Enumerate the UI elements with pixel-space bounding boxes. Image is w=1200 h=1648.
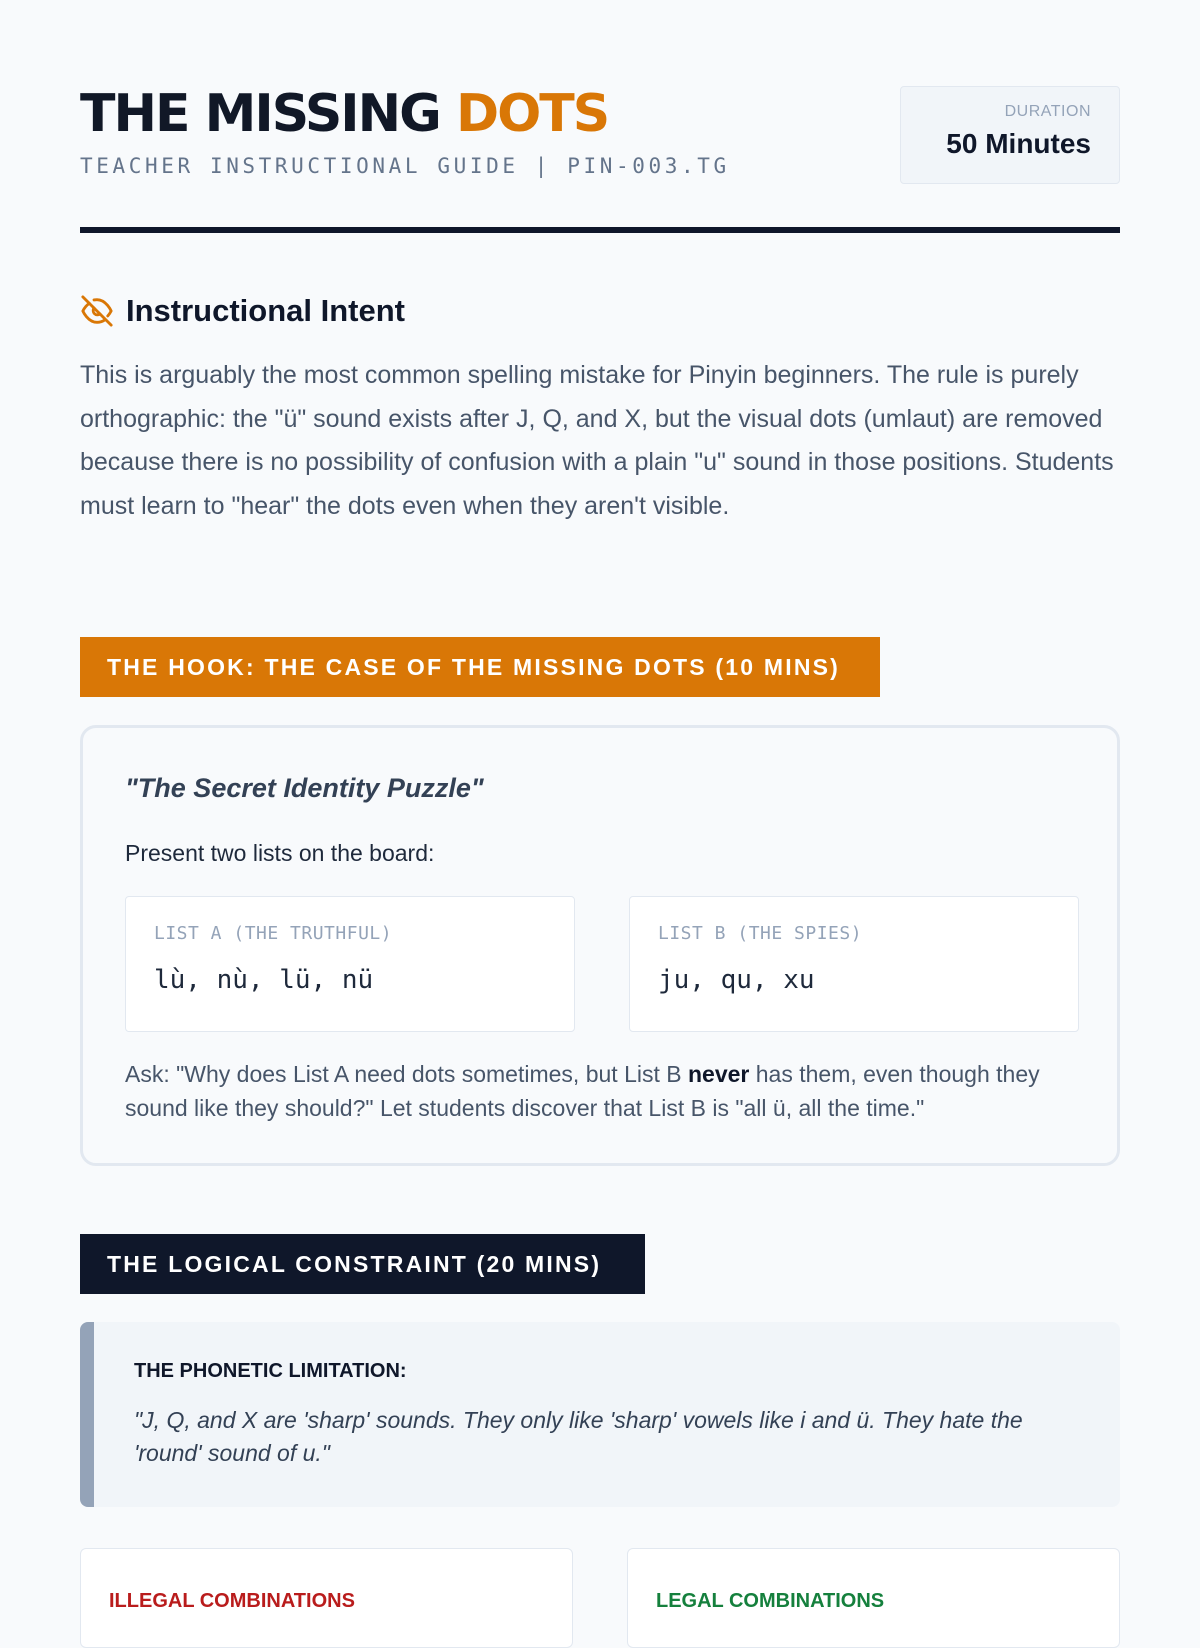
hook-intro: Present two lists on the board: <box>125 840 435 866</box>
list-b-items: ju, qu, xu <box>658 965 815 995</box>
title-main: THE MISSING <box>80 84 440 144</box>
callout-quote: "J, Q, and X are 'sharp' sounds. They only like 'sharp' vowels like i and ü. They hate the 'round' sound of u." <box>134 1407 1023 1466</box>
intent-heading <box>80 286 405 336</box>
page-subtitle: TEACHER INSTRUCTIONAL GUIDE | PIN-003.TG <box>80 154 730 178</box>
intent-body: This is arguably the most common spelling mistake for Pinyin beginners. The rule is purely orthographic: the "ü" sound exists after J, Q, and X, but the visual dots (umlaut) are removed because there is no possibility of confusion with a plain "u" sound in those positions. Students must learn to "hear" the dots even when they aren't visible. <box>80 361 1114 520</box>
logic-section-banner: THE LOGICAL CONSTRAINT (20 MINS) <box>80 1234 645 1294</box>
illegal-combinations-title: ILLEGAL COMBINATIONS <box>109 1590 355 1612</box>
duration-box <box>900 86 1120 184</box>
hook-question-end: has them, even though they sound like they should?" Let students discover that List B is "all ü, all the time." <box>125 1061 1040 1121</box>
page-title <box>80 84 608 144</box>
list-a-box <box>125 896 575 1032</box>
header-divider <box>80 227 1120 233</box>
page-header <box>80 82 1120 232</box>
callout-label: THE PHONETIC LIMITATION: <box>134 1360 407 1382</box>
list-a-label: LIST A (THE TRUTHFUL) <box>154 923 393 944</box>
legal-combinations-title: LEGAL COMBINATIONS <box>656 1590 885 1612</box>
duration-value: 50 Minutes <box>946 128 1091 159</box>
hook-question-emphasis: never <box>687 1061 750 1087</box>
illegal-combinations-card <box>80 1548 573 1648</box>
phonetic-limitation-callout <box>80 1322 1120 1507</box>
hook-section-banner: THE HOOK: THE CASE OF THE MISSING DOTS (10 MINS) <box>80 637 880 697</box>
list-b-box <box>629 896 1079 1032</box>
legal-combinations-card <box>627 1548 1120 1648</box>
hook-question-start: Ask: "Why does List A need dots sometimes, but List B <box>125 1061 688 1087</box>
list-b-label: LIST B (THE SPIES) <box>658 923 863 944</box>
list-a-items: lù, nù, lü, nü <box>154 965 374 995</box>
intent-title: Instructional Intent <box>126 293 405 328</box>
hook-title: "The Secret Identity Puzzle" <box>125 773 484 803</box>
title-accent: DOTS <box>455 84 609 144</box>
hook-card <box>80 725 1120 1166</box>
eye-off-icon <box>80 294 114 328</box>
duration-label: DURATION <box>1004 103 1091 120</box>
hook-question <box>125 1057 1085 1125</box>
